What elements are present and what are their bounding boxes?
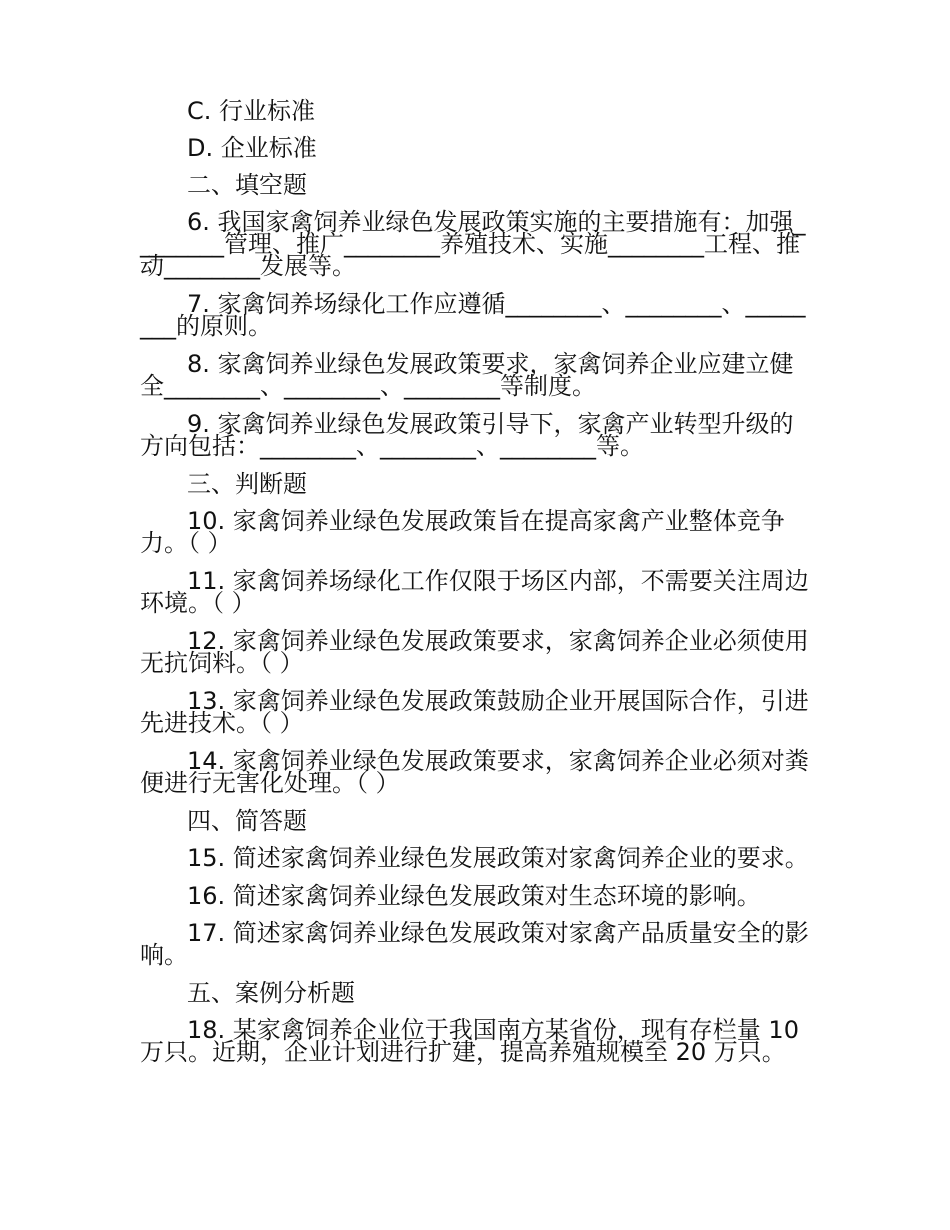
question-15: 15. 简述家禽饲养业绿色发展政策对家禽饲养企业的要求。 <box>187 844 809 872</box>
question-8: 8. 家禽饲养业绿色发展政策要求，家禽饲养企业应建立健全________、________、________等制度。 <box>140 350 794 400</box>
question-14: 14. 家禽饲养业绿色发展政策要求，家禽饲养企业必须对粪便进行无害化处理。（ ） <box>140 747 809 797</box>
option-c: C. 行业标准 <box>187 97 316 125</box>
question-17: 17. 简述家禽饲养业绿色发展政策对家禽产品质量安全的影响。 <box>140 919 809 969</box>
section-heading-short-answer: 四、简答题 <box>187 807 307 835</box>
section-heading-fill-blank: 二、填空题 <box>187 171 307 199</box>
question-7: 7. 家禽饲养场绿化工作应遵循________、________、________的原则。 <box>140 290 806 340</box>
question-18: 18. 某家禽饲养企业位于我国南方某省份，现有存栏量 10 万只。近期，企业计划进行扩建，提高养殖规模至 20 万只。 <box>140 1016 799 1066</box>
question-16: 16. 简述家禽饲养业绿色发展政策对生态环境的影响。 <box>187 882 761 910</box>
question-6: 6. 我国家禽饲养业绿色发展政策实施的主要措施有：加强________管理、推广________养殖技术、实施________工程、推动________发展等。 <box>140 208 806 280</box>
option-d: D. 企业标准 <box>187 134 317 162</box>
question-12: 12. 家禽饲养业绿色发展政策要求，家禽饲养企业必须使用无抗饲料。（ ） <box>140 627 809 677</box>
section-heading-case-analysis: 五、案例分析题 <box>187 979 355 1007</box>
question-9: 9. 家禽饲养业绿色发展政策引导下，家禽产业转型升级的方向包括：________、________、________等。 <box>140 410 794 460</box>
question-13: 13. 家禽饲养业绿色发展政策鼓励企业开展国际合作，引进先进技术。（ ） <box>140 687 809 737</box>
document-body <box>140 97 812 1079</box>
question-10: 10. 家禽饲养业绿色发展政策旨在提高家禽产业整体竞争力。（ ） <box>140 507 785 557</box>
section-heading-true-false: 三、判断题 <box>187 470 307 498</box>
question-11: 11. 家禽饲养场绿化工作仅限于场区内部，不需要关注周边环境。（ ） <box>140 567 809 617</box>
